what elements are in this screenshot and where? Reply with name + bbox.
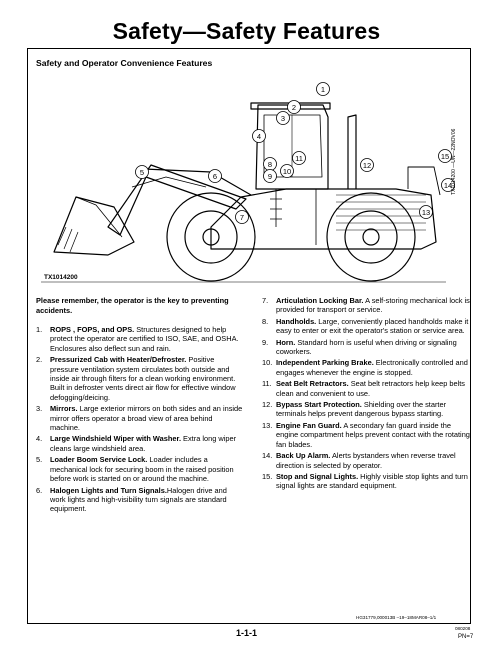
feature-title: Large Windshield Wiper with Washer. bbox=[50, 434, 181, 444]
feature-number: 5. bbox=[36, 455, 43, 465]
feature-text bbox=[276, 317, 470, 336]
feature-number: 7. bbox=[262, 296, 269, 305]
feature-item bbox=[262, 472, 470, 491]
page-number: 1-1-1 bbox=[235, 628, 257, 638]
features-list-right bbox=[262, 296, 470, 493]
feature-number: 9. bbox=[262, 337, 269, 347]
feature-description: Standard horn is useful when driving or signaling coworkers. bbox=[276, 337, 457, 357]
feature-text bbox=[276, 358, 470, 377]
feature-description: Highly visible stop lights and turn signal lights are standard equipment. bbox=[276, 471, 468, 491]
feature-title: Mirrors. bbox=[50, 404, 78, 414]
feature-item bbox=[262, 379, 470, 398]
callout-number: 12 bbox=[362, 160, 372, 170]
feature-item bbox=[36, 404, 244, 432]
feature-number: 11. bbox=[262, 379, 272, 389]
callout-number: 14 bbox=[443, 180, 453, 190]
footer-date-code: 080208 bbox=[455, 626, 471, 631]
feature-item bbox=[36, 355, 244, 402]
callout-number: 5 bbox=[139, 167, 145, 177]
figure-id: TX1014200 bbox=[44, 274, 78, 281]
feature-number: 3. bbox=[36, 404, 43, 414]
feature-item bbox=[262, 338, 470, 357]
callout-number: 11 bbox=[295, 153, 303, 163]
feature-text bbox=[276, 421, 470, 449]
feature-text bbox=[50, 434, 244, 453]
feature-number: 2. bbox=[36, 355, 43, 365]
feature-number: 10. bbox=[262, 358, 273, 368]
feature-title: Articulation Locking Bar. bbox=[276, 296, 364, 305]
feature-number: 13. bbox=[262, 420, 273, 430]
feature-title: Engine Fan Guard. bbox=[276, 420, 342, 430]
feature-text bbox=[50, 404, 244, 432]
callout-number: 1 bbox=[320, 84, 326, 94]
feature-text bbox=[276, 379, 470, 398]
feature-title: Independent Parking Brake. bbox=[276, 358, 374, 368]
feature-description: Extra long wiper cleans large windshield area. bbox=[50, 434, 237, 453]
intro-text: Please remember, the operator is the key to preventing accidents. bbox=[36, 296, 229, 315]
callout-number: 3 bbox=[280, 113, 286, 123]
feature-item bbox=[262, 296, 470, 315]
feature-number: 8. bbox=[262, 316, 269, 326]
feature-description: Seat belt retractors help keep belts clean and convenient to use. bbox=[276, 379, 465, 398]
feature-title: Bypass Start Protection. bbox=[276, 400, 362, 410]
callout-number: 8 bbox=[267, 159, 273, 169]
feature-description: Loader includes a mechanical lock for securing boom in the raised position before work is started on or around the machine. bbox=[50, 455, 234, 484]
feature-text bbox=[50, 486, 244, 514]
feature-description: Electronically controlled and engages whenever the engine is stopped. bbox=[276, 358, 468, 377]
feature-text bbox=[276, 400, 470, 419]
feature-text bbox=[50, 325, 244, 353]
feature-title: Loader Boom Service Lock. bbox=[50, 455, 148, 465]
feature-title: Back Up Alarm. bbox=[276, 451, 331, 461]
callout-number: 2 bbox=[291, 102, 297, 112]
feature-description: Positive pressure ventilation system circulates both outside and inside air through filters for a clean working environment. Built in defroster vents direct air flow for effective window defogging/deicing. bbox=[50, 355, 236, 402]
feature-description: Large exterior mirrors on both sides and an inside mirror offers operator a broad view of area behind machine. bbox=[50, 404, 243, 433]
feature-item bbox=[36, 455, 244, 483]
feature-title: Seat Belt Retractors. bbox=[276, 379, 349, 389]
feature-number: 1. bbox=[36, 325, 43, 334]
feature-title: Handholds. bbox=[276, 316, 317, 326]
feature-number: 4. bbox=[36, 434, 43, 444]
wheel-loader-illustration bbox=[36, 77, 456, 287]
feature-number: 15. bbox=[262, 471, 273, 481]
callout-number: 15 bbox=[440, 151, 450, 161]
feature-text bbox=[276, 451, 470, 470]
feature-title: Halogen Lights and Turn Signals. bbox=[50, 485, 167, 495]
feature-text bbox=[50, 355, 244, 402]
footer-code: HG31779,000013B –19–18MAR08–1/1 bbox=[356, 615, 437, 620]
pn-number: PN=7 bbox=[458, 634, 474, 640]
feature-item bbox=[36, 434, 244, 453]
features-list-left bbox=[36, 325, 244, 516]
feature-description: Alerts bystanders when reverse travel direction is selected by operator. bbox=[276, 451, 456, 470]
feature-title: Stop and Signal Lights. bbox=[276, 471, 359, 481]
feature-description: A secondary fan guard inside the engine compartment helps prevent contact with the rotating fan blades. bbox=[276, 420, 470, 449]
feature-item bbox=[36, 325, 244, 353]
callout-number: 10 bbox=[282, 166, 292, 176]
figure-side-code: TX1014200 —UN—22NOV06 bbox=[451, 128, 457, 195]
feature-item bbox=[262, 451, 470, 470]
feature-text bbox=[50, 455, 244, 483]
section-title: Safety and Operator Convenience Features bbox=[36, 58, 213, 68]
page-title: Safety—Safety Features bbox=[112, 18, 381, 44]
feature-text bbox=[276, 296, 470, 315]
feature-title: Horn. bbox=[276, 337, 296, 347]
callout-number: 6 bbox=[212, 171, 218, 181]
feature-title: ROPS , FOPS, and OPS. bbox=[50, 325, 135, 334]
feature-description: Structures designed to help protect the operator are certified to ISO, SAE, and OSHA. Enclosures also deflect sun and rain. bbox=[50, 325, 239, 353]
feature-description: Large, conveniently placed handholds make it easy to enter or exit the operator's station or service area. bbox=[276, 316, 469, 336]
feature-description: Shielding over the starter terminals helps prevent dangerous bypass starting. bbox=[276, 400, 447, 419]
feature-number: 6. bbox=[36, 485, 43, 495]
callout-number: 7 bbox=[239, 212, 245, 222]
feature-item bbox=[262, 358, 470, 377]
feature-item bbox=[36, 486, 244, 514]
feature-item bbox=[262, 421, 470, 449]
feature-text bbox=[276, 472, 470, 491]
callout-number: 13 bbox=[421, 207, 431, 217]
feature-description: Halogen drive and work lights and high-visibility turn signals are standard equipment. bbox=[50, 485, 227, 514]
feature-title: Pressurized Cab with Heater/Defroster. bbox=[50, 355, 187, 365]
feature-description: A self-storing mechanical lock is provided for transport or service. bbox=[276, 296, 470, 315]
callout-number: 9 bbox=[267, 171, 273, 181]
feature-item bbox=[262, 400, 470, 419]
feature-item bbox=[262, 317, 470, 336]
callout-number: 4 bbox=[256, 131, 262, 141]
feature-number: 12. bbox=[262, 400, 273, 410]
feature-number: 14. bbox=[262, 451, 273, 461]
feature-text bbox=[276, 338, 470, 357]
